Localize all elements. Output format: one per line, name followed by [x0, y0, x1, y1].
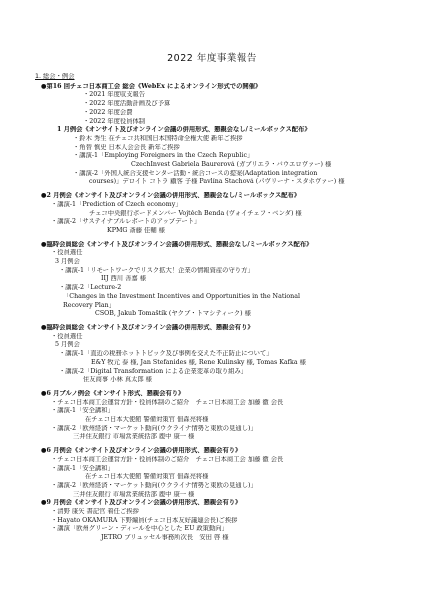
document-line: ・Hayato OKAMURA 下野編員(チェコ日本友好議連会長)ご挨拶 — [51, 516, 238, 524]
document-line: 三井住友銀行 市場営業統括部 鹿中 康一 様 — [73, 433, 195, 441]
document-line: 在チェコ日本大使館 警備対策官 佃森亮将様 — [85, 416, 209, 424]
document-line: ・2022 年度会費 — [83, 108, 133, 116]
document-line: 3 月例会 — [55, 258, 80, 266]
document-line: ・角替 慎史 日本人会会長 新年ご挨拶 — [73, 143, 180, 151]
document-line: KPMG 斎藤 佳輔 様 — [107, 226, 165, 234]
document-line: ・講演-2「外国人統合支援センター活動・統合コースの提案(Adaptation integration — [73, 169, 318, 177]
document-line: ・鈴木 秀生 在チェコ共和国日本国特命全権大使 新年ご挨拶 — [73, 134, 243, 142]
event-heading: ●第16 回チェコ日本商工会 総会《WebEx によるオンライン形式での開催》 — [41, 82, 262, 90]
document-body — [35, 73, 395, 543]
document-line: 在チェコ日本大使館 警備対策官 佃森亮将様 — [85, 473, 209, 481]
document-line: 三井住友銀行 市場営業統括部 鹿中 康一 様 — [73, 490, 195, 498]
document-line: E&Y 牧元 泰 様, Jan Stefanides 様, Rene Kulinsky 様, Tomas Kafka 様 — [91, 358, 306, 366]
event-heading: ●2 月例会《オンサイト及びオンライン会議の併用形式、懇親会なし/ミールボックス配布》 — [41, 192, 301, 200]
document-line: 5 月例会 — [55, 341, 80, 349]
event-heading: 1 月例会《オンサイト及びオンライン会議の併用形式、懇親会なし/ミールボックス配布》 — [57, 126, 311, 134]
document-line: ・講演-2「Digital Transformation による企業変革の取り組み」 — [59, 367, 248, 375]
document-line: ・チェコ日本商工会運営方針・役員体制のご紹介 チェコ日本商工会 加藤 徹 会長 — [51, 455, 284, 463]
document-line: ・2022 年度役員体制 — [83, 117, 146, 125]
event-heading: ●臨時会員総会《オンサイト及びオンライン会議の併用形式、懇親会有り》 — [41, 323, 254, 331]
event-heading: ●9 月例会《オンサイト及びオンライン会議の併用形式、懇親会有り》 — [41, 499, 242, 507]
document-line: courses)」デロイト コトラ 顧客 子様 Pavlína Stachová (パヴリーナ・スタホヴァー) 様 — [89, 178, 345, 186]
document-line: ・講演-1「リモートワークでリスク拡大！企業の情報資産の守り方」 — [59, 266, 254, 274]
document-line: ・チェコ日本商工会運営方針・役員体制のご紹介 チェコ日本商工会 加藤 徹 会長 — [51, 398, 284, 406]
document-line: ・役員選任 — [51, 332, 83, 340]
document-line: ・講演-1「直近の税務ホットトピック及び事例を交えた不正防止について」 — [59, 350, 273, 358]
document-line: ・講演-1「Employing Foreigners in the Czech Republic」 — [73, 152, 254, 160]
document-line: IIJ 西川 善嘉 様 — [101, 275, 146, 283]
event-heading: ●6 月ブルノ例会《オンサイト形式、懇親会有り》 — [41, 389, 185, 397]
document-line: ・講演-1「安全講和」 — [51, 464, 114, 472]
document-line: CzechInvest Gabriela Baurerová (ガブリエラ・バウエロヴァー) 様 — [131, 161, 332, 169]
document-line: ・講演-2「サステイナブルレポートのアップデート」 — [51, 218, 201, 226]
section-heading: 1. 総会・例会 — [35, 73, 75, 80]
document-line: ・講演-1「安全講和」 — [51, 407, 114, 415]
document-line: JETRO ブリュッセル事務所次長 安田 啓 様 — [101, 534, 229, 542]
document-line: ・講演「欧州グリーン・ディールを中心とした EU 政策動向」 — [51, 525, 228, 533]
document-line: ・講演-2「欧州経済・マーケット動向(ウクライナ情勢と東欧の見通し)」 — [51, 424, 257, 432]
document-line: CSOB, Jakub Tomaštík (ヤクブ・トマシティーク) 様 — [95, 310, 251, 318]
document-line: ・2022 年度活動計画及び予算 — [83, 100, 171, 108]
document-line: ・講演-2「Lecture-2 — [59, 284, 122, 292]
document-line: ・清野 康矢 書記官 着任ご挨拶 — [51, 508, 139, 516]
document-line: Recovery Plan」 — [63, 301, 115, 309]
event-heading: ●臨時会員総会《オンサイト及びオンライン会議の併用形式、懇親会なし/ミールボックス配布》 — [41, 240, 313, 248]
event-heading: ●6 月例会《オンサイト及びオンライン会議の併用形式、懇親会有り》 — [41, 447, 242, 455]
document-line: チェコ中央銀行ボードメンバー Vojtěch Benda (ヴォイチェフ・ベンダ) 様 — [89, 209, 302, 217]
document-line: ・2021 年度収支報告 — [83, 91, 146, 99]
document-title: 2022 年度事業報告 — [167, 53, 257, 64]
document-line: ・講演-1「Prediction of Czech economy」 — [51, 200, 182, 208]
document-line: ・講演-2「欧州経済・マーケット動向(ウクライナ情勢と東欧の見通し)」 — [51, 481, 257, 489]
document-line: ・役員選任 — [51, 249, 83, 257]
document-line: 住友商事 小林 真太郎 様 — [83, 376, 152, 384]
document-line: 「Changes in the Investment Incentives and Opportunities in the National — [63, 292, 300, 300]
